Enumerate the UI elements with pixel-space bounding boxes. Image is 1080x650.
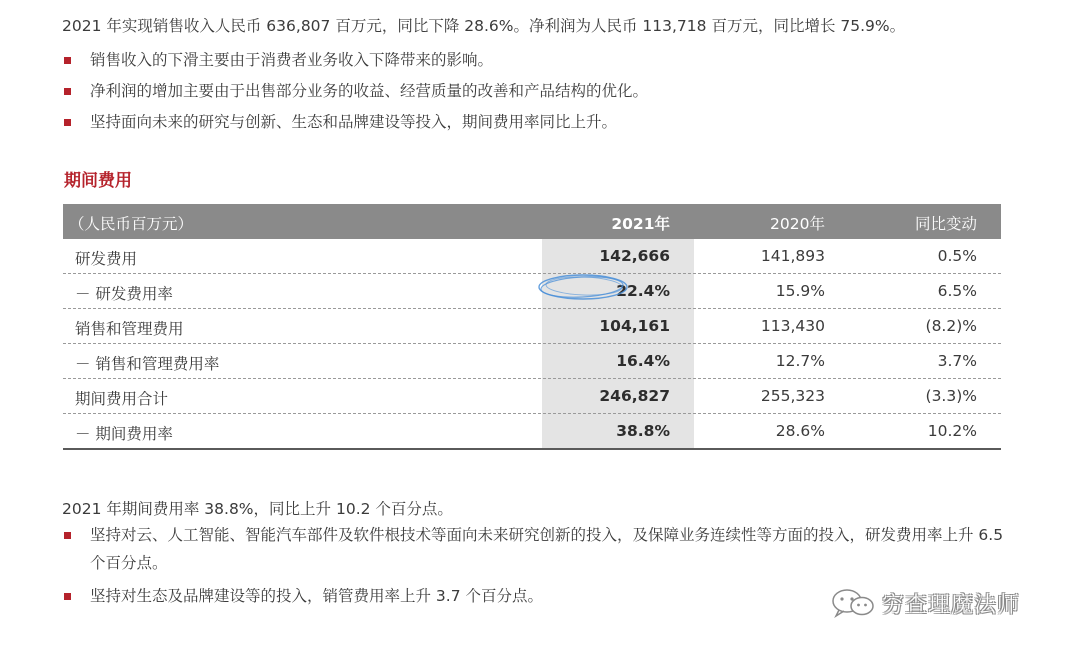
table-row: 销售和管理费用 104,161 113,430 (8.2)% [63,309,1001,344]
table-bottom-rule [63,448,1001,450]
list-item: 销售收入的下滑主要由于消费者业务收入下降带来的影响。 [62,45,648,76]
hand-drawn-circle-annotation [535,270,631,304]
header-change: 同比变动 [914,215,977,233]
table-row: － 研发费用率 22.4% 15.9% 6.5% [63,274,1001,309]
bullet-square-icon [64,119,71,126]
list-item: 净利润的增加主要由于出售部分业务的收益、经营质量的改善和产品结构的优化。 [62,76,648,107]
bullet-square-icon [64,532,71,539]
header-unit: （人民币百万元） [69,215,194,233]
list-item: 坚持面向未来的研究与创新、生态和品牌建设等投入，期间费用率同比上升。 [62,107,648,138]
bullet-square-icon [64,88,71,95]
expense-table [63,204,1001,450]
list-item: 坚持对生态及品牌建设等的投入，销管费用率上升 3.7 个百分点。 [62,581,1010,612]
summary-paragraph: 2021 年期间费用率 38.8%，同比上升 10.2 个百分点。 [62,500,453,518]
header-2020: 2020年 [770,215,825,233]
list-item: 坚持对云、人工智能、智能汽车部件及软件根技术等面向未来研究创新的投入，及保障业务连续性等方面的投入，研发费用率上升 6.5 个百分点。 [62,521,1010,577]
top-bullet-list [62,45,648,138]
header-2021: 2021年 [611,215,670,233]
table-row: － 期间费用率 38.8% 28.6% 10.2% [75,422,977,443]
intro-paragraph: 2021 年实现销售收入人民币 636,807 百万元，同比下降 28.6%。净利润为人民币 113,718 百万元，同比增长 75.9%。 [62,17,906,35]
table-row: 研发费用 142,666 141,893 0.5% [63,239,1001,274]
table-row: － 销售和管理费用率 16.4% 12.7% 3.7% [63,344,1001,379]
bullet-square-icon [64,593,71,600]
wechat-icon [830,588,876,618]
table-row: 期间费用合计 246,827 255,323 (3.3)% [63,379,1001,414]
watermark [830,586,1020,620]
bullet-square-icon [64,57,71,64]
watermark-text: 穷查理魔法师 [882,592,1021,618]
section-title: 期间费用 [64,171,132,191]
table-header [63,204,1001,239]
